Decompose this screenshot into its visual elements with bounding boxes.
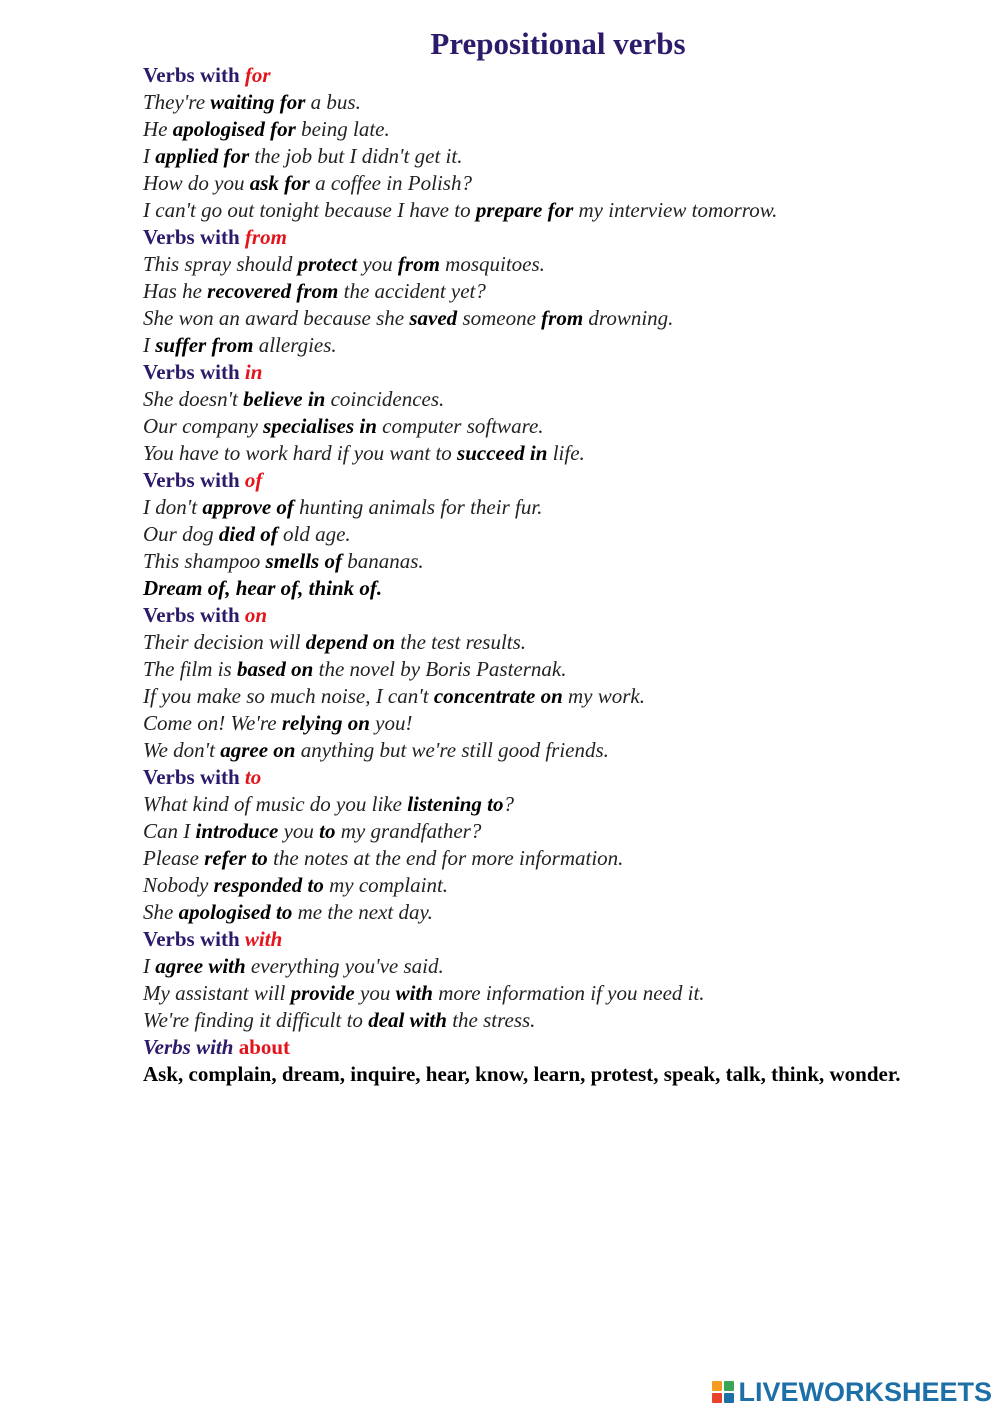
sentence-text: my interview tomorrow. <box>573 198 778 222</box>
sentence-text: computer software. <box>376 414 544 438</box>
example-sentence <box>143 548 975 575</box>
sentence-text: you <box>357 252 398 276</box>
verb-phrase: responded to <box>213 873 324 897</box>
worksheet-content <box>143 62 975 1088</box>
example-sentence <box>143 278 975 305</box>
verb-phrase: agree on <box>220 738 296 762</box>
liveworksheets-logo-icon <box>712 1381 734 1403</box>
section-heading-text: Verbs with <box>143 765 240 789</box>
section-preposition: about <box>238 1035 291 1059</box>
example-sentence <box>143 332 975 359</box>
example-sentence <box>143 953 975 980</box>
sentence-text: Has he <box>143 279 208 303</box>
example-sentence <box>143 710 975 737</box>
sentence-text: everything you've said. <box>245 954 444 978</box>
example-sentence <box>143 791 975 818</box>
logo-square-4 <box>724 1393 734 1403</box>
verb-phrase: with <box>395 981 433 1005</box>
sentence-text: If you make so much noise, I can't <box>143 684 434 708</box>
example-sentence <box>143 89 975 116</box>
verb-phrase: deal with <box>368 1008 447 1032</box>
sentence-text: life. <box>547 441 585 465</box>
example-sentence <box>143 1007 975 1034</box>
sentence-text: the notes at the end for more information. <box>267 846 624 870</box>
verb-phrase: relying on <box>281 711 370 735</box>
verb-phrase: suffer from <box>155 333 254 357</box>
sentence-text: the novel by Boris Pasternak. <box>313 657 567 681</box>
verb-phrase: to <box>319 819 336 843</box>
section-heading <box>143 467 975 494</box>
example-sentence <box>143 656 975 683</box>
example-sentence <box>143 629 975 656</box>
logo-square-2 <box>724 1381 734 1391</box>
sentence-text: I <box>143 144 156 168</box>
sentence-text: Our company <box>143 414 264 438</box>
example-sentence <box>143 386 975 413</box>
sentence-text: anything but we're still good friends. <box>295 738 609 762</box>
sentence-text: They're <box>143 90 211 114</box>
section-preposition: of <box>244 468 263 492</box>
sentence-text: old age. <box>277 522 351 546</box>
section-preposition: for <box>244 63 271 87</box>
sentence-text: my grandfather? <box>335 819 482 843</box>
verb-phrase: succeed in <box>457 441 548 465</box>
sentence-text: the test results. <box>395 630 527 654</box>
verb-phrase: based on <box>236 657 314 681</box>
example-sentence <box>143 170 975 197</box>
verb-phrase: protect <box>297 252 358 276</box>
section-heading-text: Verbs with <box>143 927 240 951</box>
verb-phrase: applied for <box>155 144 250 168</box>
section-heading-text: Verbs with <box>143 603 240 627</box>
sentence-text: Can I <box>143 819 196 843</box>
verb-phrase: listening to <box>407 792 504 816</box>
verb-phrase: believe in <box>243 387 326 411</box>
sentence-text: Nobody <box>143 873 214 897</box>
section-preposition: to <box>244 765 262 789</box>
section-heading-text: Verbs with <box>143 360 240 384</box>
verb-phrase: approve of <box>202 495 294 519</box>
sentence-text: I don't <box>143 495 203 519</box>
sentence-text: He <box>143 117 173 141</box>
verb-phrase: concentrate on <box>433 684 563 708</box>
section-heading-text: Verbs with <box>143 225 240 249</box>
sentence-text: you <box>278 819 320 843</box>
sentence-text: She won an award because she <box>143 306 410 330</box>
verb-phrase: depend on <box>305 630 395 654</box>
sentence-text: my complaint. <box>323 873 449 897</box>
sentence-text: I <box>143 954 156 978</box>
example-sentence <box>143 251 975 278</box>
sentence-text: someone <box>457 306 542 330</box>
verb-phrase: apologised to <box>178 900 293 924</box>
example-sentence <box>143 818 975 845</box>
example-sentence <box>143 116 975 143</box>
example-sentence <box>143 305 975 332</box>
sentence-text: allergies. <box>253 333 337 357</box>
about-verbs-list: Ask, complain, dream, inquire, hear, know, learn, protest, speak, talk, think, wonder. <box>143 1062 901 1086</box>
sentence-text: How do you <box>143 171 250 195</box>
sentence-text: I <box>143 333 156 357</box>
logo-text: LIVEWORKSHEETS <box>738 1377 992 1407</box>
verb-phrase: saved <box>409 306 458 330</box>
sentence-text: Our dog <box>143 522 219 546</box>
sentence-text: This spray should <box>143 252 298 276</box>
sentence-text: the accident yet? <box>338 279 486 303</box>
section-heading-text: Verbs with <box>143 63 240 87</box>
sentence-text: a bus. <box>305 90 361 114</box>
verb-phrase: recovered from <box>207 279 339 303</box>
example-sentence <box>143 197 975 224</box>
example-sentence <box>143 494 975 521</box>
section-heading <box>143 926 975 953</box>
sentence-text: hunting animals for their fur. <box>293 495 543 519</box>
sentence-text: She doesn't <box>143 387 244 411</box>
section-heading <box>143 1034 975 1061</box>
sentence-text: more information if you need it. <box>432 981 705 1005</box>
sentence-text: the stress. <box>446 1008 536 1032</box>
verb-phrase: agree with <box>155 954 246 978</box>
verb-phrase: died of <box>218 522 278 546</box>
sentence-text: We don't <box>143 738 221 762</box>
sentence-text: She <box>143 900 179 924</box>
section-preposition: on <box>244 603 268 627</box>
sentence-text: ? <box>503 792 514 816</box>
sentence-text: coincidences. <box>325 387 445 411</box>
section-heading <box>143 224 975 251</box>
example-sentence <box>143 413 975 440</box>
sentence-text: me the next day. <box>292 900 433 924</box>
sentence-text: You have to work hard if you want to <box>143 441 458 465</box>
sentence-text: you <box>354 981 396 1005</box>
sentence-text: What kind of music do you like <box>143 792 408 816</box>
sentence-text: the job but I didn't get it. <box>249 144 463 168</box>
example-sentence <box>143 872 975 899</box>
sentence-text: drowning. <box>583 306 674 330</box>
sentence-text: My assistant will <box>143 981 291 1005</box>
example-sentence <box>143 683 975 710</box>
verb-phrase: ask for <box>249 171 310 195</box>
verb-phrase: apologised for <box>172 117 296 141</box>
verb-phrase: prepare for <box>475 198 574 222</box>
verb-phrase: provide <box>290 981 355 1005</box>
verb-phrase: specialises in <box>263 414 377 438</box>
section-heading <box>143 764 975 791</box>
section-heading <box>143 62 975 89</box>
section-preposition: from <box>244 225 287 249</box>
example-sentence <box>143 845 975 872</box>
section-heading <box>143 602 975 629</box>
sentence-text: This shampoo <box>143 549 266 573</box>
section-heading <box>143 359 975 386</box>
verb-phrase: refer to <box>204 846 268 870</box>
section-preposition: in <box>244 360 263 384</box>
sentence-text: We're finding it difficult to <box>143 1008 369 1032</box>
liveworksheets-logo <box>712 1377 992 1407</box>
section-preposition: with <box>244 927 283 951</box>
example-sentence <box>143 737 975 764</box>
verb-phrase: from <box>397 252 440 276</box>
sentence-text: Please <box>143 846 205 870</box>
verb-phrase: smells of <box>265 549 342 573</box>
sentence-text: my work. <box>562 684 646 708</box>
example-sentence <box>143 980 975 1007</box>
sentence-text: Come on! We're <box>143 711 282 735</box>
example-sentence <box>143 143 975 170</box>
sentence-text: mosquitoes. <box>439 252 545 276</box>
verb-phrase: introduce <box>195 819 279 843</box>
logo-square-1 <box>712 1381 722 1391</box>
sentence-text: you! <box>369 711 413 735</box>
example-sentence <box>143 899 975 926</box>
section-heading-text: Verbs with <box>143 1035 234 1059</box>
page-title: Prepositional verbs <box>430 26 686 61</box>
sentence-text: bananas. <box>341 549 424 573</box>
sentence-text: The film is <box>143 657 237 681</box>
example-sentence <box>143 521 975 548</box>
verb-phrase: waiting for <box>210 90 306 114</box>
sentence-text: being late. <box>295 117 390 141</box>
extra-verbs-line: Dream of, hear of, think of. <box>143 576 383 600</box>
sentence-text: I can't go out tonight because I have to <box>143 198 476 222</box>
sentence-text: a coffee in Polish? <box>309 171 472 195</box>
logo-square-3 <box>712 1393 722 1403</box>
sentence-text: Their decision will <box>143 630 306 654</box>
example-sentence <box>143 440 975 467</box>
verb-phrase: from <box>541 306 584 330</box>
section-heading-text: Verbs with <box>143 468 240 492</box>
